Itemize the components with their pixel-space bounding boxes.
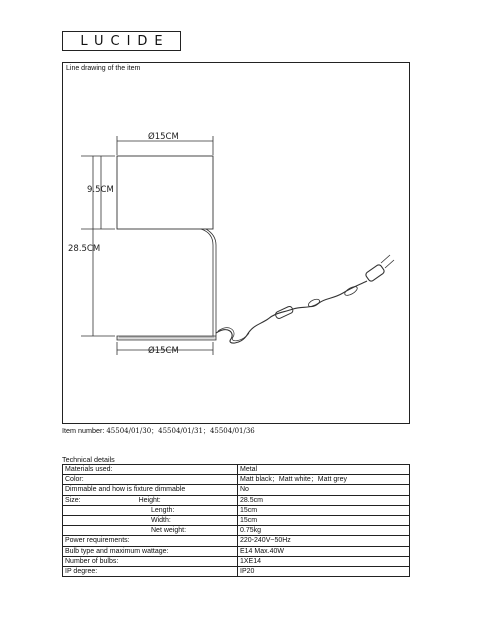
spec-sublabel: Net weight:: [151, 527, 187, 535]
spec-sublabel: Width:: [151, 517, 171, 525]
spec-value: Metal: [238, 465, 410, 475]
spec-label: [63, 526, 238, 536]
drawing-title: Line drawing of the item: [66, 65, 141, 72]
spec-sublabel: Length:: [151, 506, 175, 514]
spec-value: IP20: [238, 566, 410, 576]
spec-label: Size: Height:: [63, 495, 238, 505]
spec-label: IP degree:: [63, 566, 238, 576]
spec-label: [63, 515, 238, 525]
spec-label: Power requirements:: [63, 536, 238, 546]
spec-value: No: [238, 485, 410, 495]
lamp-line-drawing: [63, 63, 411, 425]
spec-value: 15cm: [238, 505, 410, 515]
spec-label: Dimmable and how is fixture dimmable: [63, 485, 238, 495]
spec-label: Number of bulbs:: [63, 556, 238, 566]
spec-value: E14 Max.40W: [238, 546, 410, 556]
spec-label: Color:: [63, 475, 238, 485]
technical-details-table: [62, 464, 410, 577]
spec-sublabel: Height:: [138, 496, 161, 504]
dim-height-label: 28.5CM: [68, 244, 101, 254]
table-row: [63, 495, 410, 505]
dim-bottom-label: Ø15CM: [148, 346, 179, 356]
line-drawing-panel: [62, 62, 410, 424]
spec-label: Materials used:: [63, 465, 238, 475]
spec-value: 15cm: [238, 515, 410, 525]
table-row: [63, 566, 410, 576]
item-number-values: 45504/01/30；45504/01/31；45504/01/36: [106, 427, 255, 435]
spec-value: Matt black；Matt white；Matt grey: [238, 475, 410, 485]
spec-value: 0.75kg: [238, 526, 410, 536]
item-number-label: Item number:: [62, 426, 105, 435]
spec-value: 28.5cm: [238, 495, 410, 505]
table-row: [63, 536, 410, 546]
table-row: [63, 526, 410, 536]
spec-label: [63, 505, 238, 515]
table-row: [63, 505, 410, 515]
spec-label: Bulb type and maximum wattage:: [63, 546, 238, 556]
table-row: [63, 546, 410, 556]
lucide-logo: LUCIDE: [62, 31, 181, 51]
dim-shade-label: 9.5CM: [87, 185, 114, 195]
table-row: [63, 556, 410, 566]
table-row: [63, 475, 410, 485]
table-row: [63, 465, 410, 475]
dim-top-label: Ø15CM: [148, 132, 179, 142]
table-row: [63, 485, 410, 495]
table-row: [63, 515, 410, 525]
spec-value: 220-240V~50Hz: [238, 536, 410, 546]
technical-details-title: Technical details: [62, 455, 115, 464]
spec-value: 1XE14: [238, 556, 410, 566]
item-number-line: [62, 426, 255, 436]
